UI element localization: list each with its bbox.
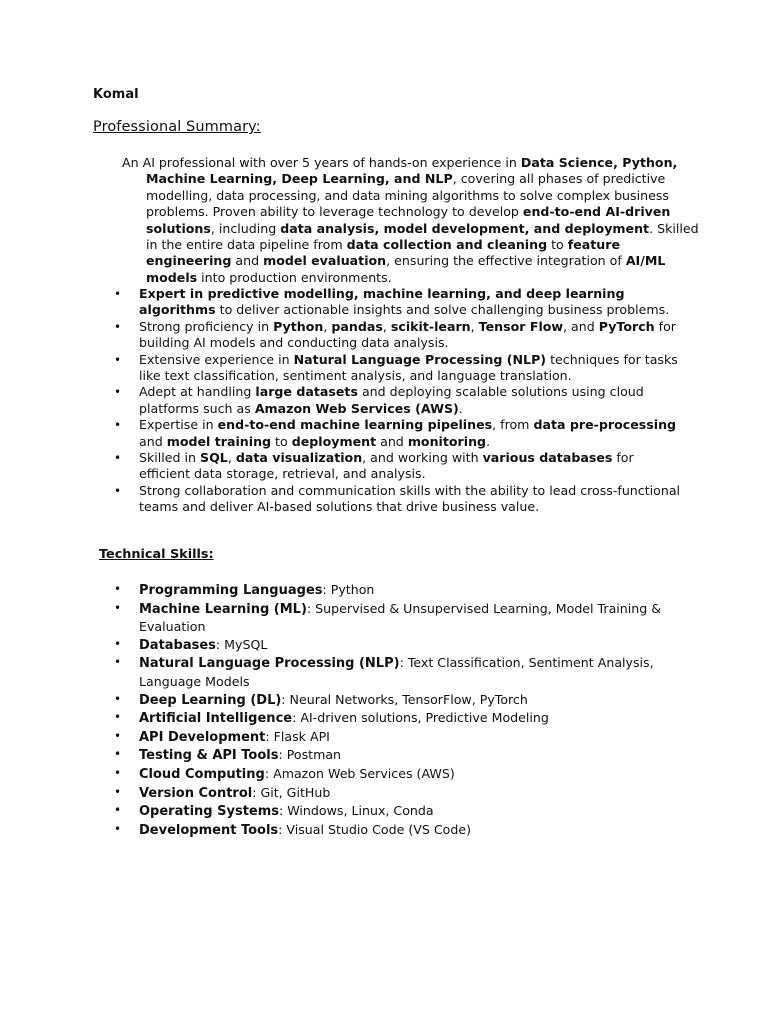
skill-item [111, 691, 671, 710]
skill-item [111, 709, 671, 728]
text-run: Extensive experience in [139, 351, 294, 367]
bold-text-run: Amazon Web Services (AWS) [254, 400, 459, 416]
candidate-name: Komal [93, 87, 139, 102]
summary-intro-paragraph [122, 155, 706, 286]
text-run: An AI professional with over 5 years of hands-on experience in [122, 155, 521, 170]
text-run: . [486, 433, 491, 449]
skill-item [111, 765, 671, 784]
skill-category-label: Version Control [139, 785, 253, 801]
bold-text-run: SQL [200, 450, 228, 466]
bold-text-run: feature engineering [146, 237, 621, 269]
text-run: , and working with [362, 450, 483, 466]
bullet-icon: • [114, 418, 122, 433]
summary-bullet-item [111, 384, 681, 417]
text-run: , [323, 318, 332, 334]
bold-text-run: pandas [331, 318, 383, 334]
skill-category-label: Cloud Computing [139, 766, 265, 782]
text-run: , and [563, 318, 599, 334]
summary-bullet-item [111, 352, 681, 385]
text-run: techniques for tasks like text classification, sentiment analysis, and language translation. [139, 351, 678, 384]
skill-category-value: : Flask API [265, 728, 330, 744]
skill-item [111, 746, 671, 765]
bullet-icon: • [114, 287, 122, 301]
bullet-icon: • [114, 582, 122, 596]
bullet-icon: • [114, 655, 122, 670]
text-run: , [382, 318, 391, 334]
skill-category-label: Programming Languages [139, 583, 323, 598]
bullet-icon: • [114, 636, 122, 651]
bold-text-run: data pre-processing [533, 417, 677, 433]
text-run: . Skilled in the entire data pipeline from [146, 220, 699, 253]
skill-item [111, 802, 671, 821]
skill-item [111, 821, 671, 840]
text-run: into production environments. [197, 269, 392, 285]
technical-skills-heading: Technical Skills: [99, 547, 214, 562]
skill-category-value: : Windows, Linux, Conda [279, 803, 434, 819]
text-run: Strong proficiency in [139, 318, 274, 334]
bullet-icon: • [114, 821, 122, 836]
text-run: and [376, 433, 408, 449]
skill-category-label: Testing & API Tools [139, 748, 279, 764]
bullet-icon: • [114, 691, 122, 706]
professional-summary-heading: Professional Summary: [93, 119, 261, 135]
text-run: Strong collaboration and communication skills with the ability to lead cross-functional teams and deliver AI-based solutions that drive business value. [139, 482, 681, 515]
skill-category-label: Machine Learning (ML) [139, 601, 307, 617]
summary-bullet-item [111, 450, 681, 483]
skill-item [111, 784, 671, 803]
bold-text-run: end-to-end AI-driven solutions [146, 204, 671, 236]
bullet-icon: • [114, 451, 122, 466]
text-run: , covering all phases of predictive modelling, data processing, and data mining algorithms to solve complex business problems. Proven ability to leverage technology to develop [146, 171, 669, 220]
bold-text-run: various databases [482, 450, 613, 466]
bullet-icon: • [114, 483, 122, 498]
skill-category-label: Artificial Intelligence [139, 711, 293, 727]
text-run: Adept at handling [139, 384, 256, 400]
bold-text-run: Data Science, Python, Machine Learning, Deep Learning, and NLP [146, 155, 678, 187]
skill-item [111, 600, 671, 636]
text-run: for efficient data storage, retrieval, and analysis. [139, 450, 634, 482]
skill-item [111, 728, 671, 747]
bold-text-run: Expert in predictive modelling, machine learning, and deep learning algorithms [139, 286, 625, 318]
skill-item [111, 654, 671, 690]
bold-text-run: PyTorch [598, 318, 655, 334]
bold-text-run: Tensor Flow [478, 318, 564, 334]
skill-category-value: : Neural Networks, TensorFlow, PyTorch [281, 691, 528, 707]
skill-category-value: : MySQL [215, 636, 268, 652]
bold-text-run: monitoring [407, 433, 487, 449]
bullet-icon: • [114, 728, 122, 743]
bullet-icon: • [114, 600, 122, 615]
skill-category-value: : Python [322, 582, 375, 597]
summary-bullet-item [111, 319, 681, 352]
text-run: , from [492, 417, 534, 433]
skill-category-label: Operating Systems [139, 804, 280, 820]
text-run: . [458, 400, 463, 416]
skill-category-label: API Development [139, 729, 266, 745]
text-run: , [227, 450, 236, 466]
summary-bullet-item [111, 483, 681, 516]
skill-item [111, 636, 671, 655]
bullet-icon: • [114, 385, 122, 400]
bold-text-run: model training [166, 433, 272, 449]
text-run: , including [210, 220, 281, 236]
skill-category-value: : Amazon Web Services (AWS) [264, 765, 455, 781]
bold-text-run: end-to-end machine learning pipelines [217, 417, 493, 433]
technical-skills-list [111, 581, 671, 839]
skill-category-label: Databases [139, 637, 216, 653]
text-run: for building AI models and conducting data analysis. [139, 318, 676, 351]
bullet-icon: • [114, 710, 122, 725]
bold-text-run: deployment [291, 433, 377, 449]
skill-category-value: : Visual Studio Code (VS Code) [278, 821, 472, 837]
text-run: to deliver actionable insights and solve challenging business problems. [215, 302, 670, 318]
bold-text-run: data analysis, model development, and deployment [280, 220, 650, 236]
skill-category-label: Deep Learning (DL) [139, 692, 282, 708]
skill-item [111, 581, 671, 600]
skill-category-label: Development Tools [139, 822, 279, 838]
text-run: Skilled in [139, 450, 201, 466]
bullet-icon: • [114, 352, 122, 367]
bold-text-run: data collection and cleaning [346, 237, 548, 253]
summary-bullet-list [111, 286, 681, 516]
skill-category-value: : Postman [278, 747, 342, 763]
bullet-icon: • [114, 747, 122, 762]
text-run: and deploying scalable solutions using cloud platforms such as [139, 384, 644, 416]
skill-category-value: : AI-driven solutions, Predictive Modeling [292, 710, 549, 726]
bullet-icon: • [114, 803, 122, 818]
text-run: , [470, 318, 479, 334]
text-run: , ensuring the effective integration of [386, 253, 626, 269]
bold-text-run: Python [273, 318, 324, 334]
summary-bullet-item [111, 417, 681, 450]
text-run: and [231, 253, 264, 269]
bullet-icon: • [114, 784, 122, 799]
text-run: to [547, 237, 568, 253]
text-run: and [139, 433, 167, 449]
bold-text-run: scikit-learn [390, 318, 471, 334]
bullet-icon: • [114, 319, 122, 334]
bullet-icon: • [114, 765, 122, 780]
summary-bullet-item [111, 286, 681, 319]
bold-text-run: data visualization [235, 450, 363, 466]
bold-text-run: model evaluation [263, 253, 387, 269]
skill-category-value: : Git, GitHub [252, 784, 331, 800]
bold-text-run: AI/ML models [146, 253, 666, 285]
bold-text-run: Natural Language Processing (NLP) [293, 351, 547, 367]
text-run: Expertise in [139, 417, 218, 433]
skill-category-label: Natural Language Processing (NLP) [139, 656, 400, 672]
skill-category-value: : Text Classification, Sentiment Analysis, Language Models [139, 655, 654, 689]
bold-text-run: large datasets [255, 384, 358, 400]
text-run: to [271, 433, 292, 449]
skill-category-value: : Supervised & Unsupervised Learning, Model Training & Evaluation [139, 600, 662, 635]
